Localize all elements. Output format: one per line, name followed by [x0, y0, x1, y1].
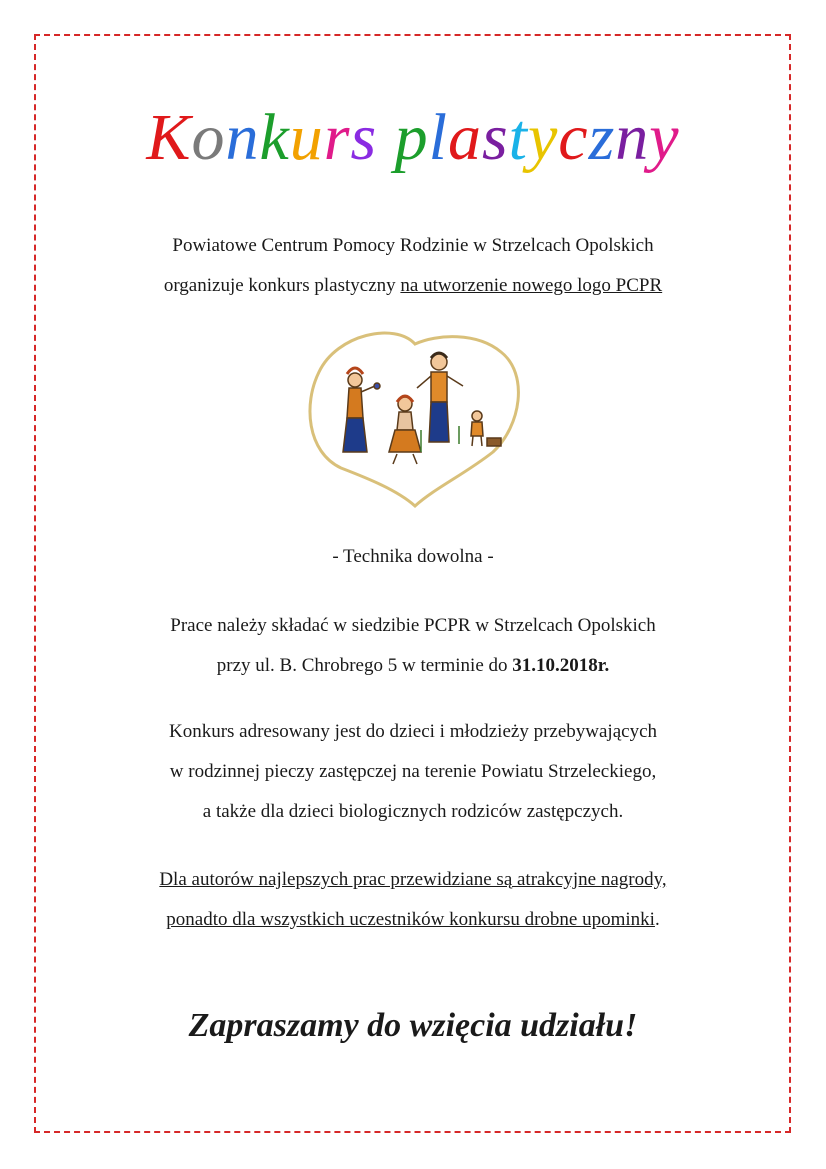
technique-line: - Technika dowolna - [332, 546, 494, 567]
title-letter: y [649, 101, 680, 174]
audience-line-3: a także dla dzieci biologicznych rodziców zastępczych. [202, 801, 624, 822]
title-letter: s [350, 101, 378, 174]
title-letter: c [558, 101, 589, 174]
title-letter: r [323, 101, 351, 174]
intro-line-1: Powiatowe Centrum Pomocy Rodzinie w Strzelcach Opolskich [172, 235, 654, 256]
invitation-closing: Zapraszamy do wzięcia udziału! [188, 1007, 638, 1044]
title-letter: p [394, 101, 429, 174]
submission-line-1: Prace należy składać w siedzibie PCPR w Strzelcach Opolskich [170, 615, 656, 636]
prizes-line-2 [0, 900, 826, 940]
page-title [0, 98, 826, 178]
logo-goal-text: na utworzenie nowego logo PCPR [400, 275, 663, 296]
title-letter: K [146, 101, 192, 174]
title-letter: y [528, 101, 559, 174]
submission-line-2 [0, 646, 826, 686]
title-letter [377, 98, 395, 178]
intro-line-2 [0, 266, 826, 306]
title-letter: k [259, 101, 290, 174]
title-letter: s [481, 101, 509, 174]
title-letter: t [508, 101, 528, 174]
audience-line-1: Konkurs adresowany jest do dzieci i młodzieży przebywających [168, 721, 658, 742]
prizes-line-1: Dla autorów najlepszych prac przewidziane są atrakcyjne nagrody, [159, 869, 667, 890]
title-letter: z [588, 101, 616, 174]
page-border [34, 34, 791, 1133]
intro-line-2-text: organizuje konkurs plastyczny [163, 275, 401, 296]
deadline-date: 31.10.2018r. [512, 655, 610, 676]
title-letter: o [191, 101, 226, 174]
title-letter: a [447, 101, 482, 174]
family-drawing [297, 322, 529, 518]
prizes-line-2-tail: . [654, 909, 660, 930]
submission-address: przy ul. B. Chrobrego 5 w terminie do [216, 655, 513, 676]
title-letter: n [225, 101, 260, 174]
title-letter: u [289, 101, 324, 174]
prizes-line-2-text: ponadto dla wszystkich uczestników konkursu drobne upominki [166, 909, 655, 930]
title-letter: n [615, 101, 650, 174]
audience-line-2: w rodzinnej pieczy zastępczej na terenie Powiatu Strzeleckiego, [169, 761, 657, 782]
title-letter: l [428, 101, 448, 174]
